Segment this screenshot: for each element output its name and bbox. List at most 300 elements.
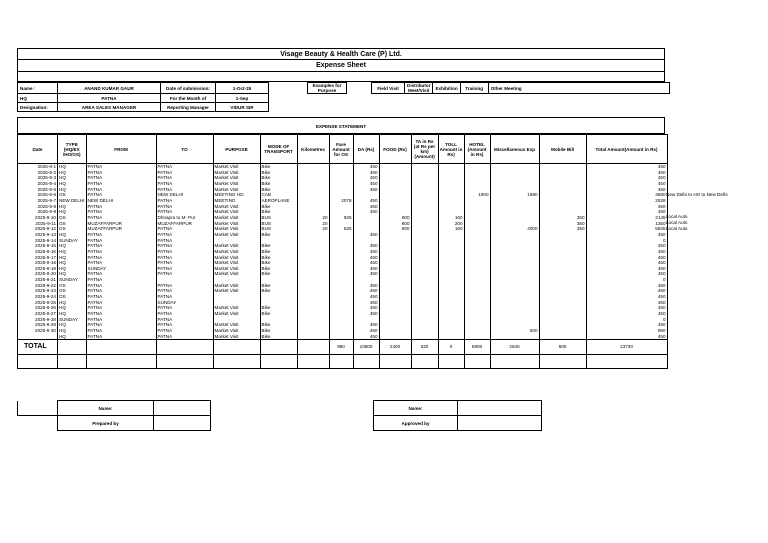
col-km-cell[interactable]: 20 — [297, 221, 329, 227]
col-to-cell[interactable]: PATNA — [156, 271, 213, 277]
col-to-cell[interactable]: PATNA — [156, 311, 213, 317]
col-total-cell[interactable]: 450 — [586, 305, 667, 311]
col-type-cell[interactable]: HQ — [58, 249, 87, 255]
col-total-cell[interactable]: 0 — [586, 277, 667, 283]
col-date-cell[interactable]: 2025-9-21 — [18, 277, 58, 283]
col-mobile-cell[interactable]: 360 — [539, 215, 586, 221]
submission-label: Date of submission: — [161, 83, 216, 94]
col-from-cell[interactable]: PATNA — [86, 277, 156, 283]
col-type-cell[interactable]: HQ — [58, 260, 87, 266]
col-date-cell[interactable]: 2025-9-24 — [18, 294, 58, 300]
col-transport-cell[interactable]: BUS — [260, 215, 297, 221]
col-purpose-cell[interactable]: Market Visit — [213, 334, 260, 340]
col-transport-cell[interactable]: Bike — [260, 187, 297, 193]
col-misc-header: Miscellaneous Exp — [490, 135, 539, 164]
col-food-cell[interactable]: 800 — [379, 226, 411, 232]
col-purpose-cell[interactable]: Market Visit — [213, 322, 260, 328]
col-date-header: Date — [18, 135, 58, 164]
header-row — [18, 135, 668, 164]
col-total-cell[interactable]: 450 — [586, 266, 667, 272]
col-transport-cell[interactable]: Bike — [260, 209, 297, 215]
col-purpose-cell[interactable]: Market Visit — [213, 249, 260, 255]
col-type-cell[interactable]: HQ — [58, 305, 87, 311]
col-from-cell[interactable]: MUZAFFARPUR — [86, 226, 156, 232]
col-type-cell[interactable]: SUNDAY — [58, 238, 87, 244]
month-value[interactable]: 1-Sep — [216, 94, 269, 103]
col-purpose-cell[interactable]: MEETING HO — [213, 192, 260, 198]
designation-label: Designation: — [18, 103, 58, 112]
col-type-cell[interactable]: HQ — [58, 164, 87, 170]
col-from-cell[interactable]: PATNA — [86, 249, 156, 255]
col-transport-total — [260, 340, 297, 355]
col-da-cell[interactable]: 450 — [353, 271, 379, 277]
col-total-cell[interactable]: 1350 — [586, 221, 667, 227]
col-date-cell[interactable]: 2025-9-16 — [18, 249, 58, 255]
col-type-cell[interactable]: OS — [58, 226, 87, 232]
prepared-name-label: Name: — [58, 401, 154, 416]
col-date-cell[interactable]: 2025-9-20 — [18, 271, 58, 277]
col-da-cell[interactable]: 450 — [353, 232, 379, 238]
col-date-cell[interactable]: 2025-9-17 — [18, 255, 58, 261]
col-fare-cell[interactable]: 525 — [329, 226, 353, 232]
col-da-cell[interactable]: 450 — [353, 255, 379, 261]
col-total-cell[interactable]: 450 — [586, 243, 667, 249]
col-transport-cell[interactable]: Bike — [260, 204, 297, 210]
blank-cell — [260, 355, 297, 369]
blank-cell — [58, 355, 87, 369]
col-date-cell[interactable]: 2025-9-9 — [18, 209, 58, 215]
col-da-cell[interactable]: 450 — [353, 249, 379, 255]
col-from-cell[interactable]: PATNA — [86, 334, 156, 340]
col-from-cell[interactable]: PATNA — [86, 209, 156, 215]
col-purpose-cell[interactable]: Market Visit — [213, 271, 260, 277]
col-to-cell[interactable]: PATNA — [156, 164, 213, 170]
col-to-cell[interactable]: PATNA — [156, 260, 213, 266]
col-purpose-cell[interactable]: Market Visit — [213, 288, 260, 294]
col-transport-cell[interactable]: Bike — [260, 232, 297, 238]
col-from-cell[interactable]: PATNA — [86, 204, 156, 210]
col-type-cell[interactable]: HQ — [58, 266, 87, 272]
col-type-cell[interactable]: HQ — [58, 187, 87, 193]
col-food-total: 2400 — [379, 340, 411, 355]
col-transport-cell[interactable]: Bike — [260, 255, 297, 261]
col-from-cell[interactable]: PATNA — [86, 300, 156, 306]
col-transport-cell[interactable]: Bike — [260, 322, 297, 328]
col-mobile-cell[interactable]: 350 — [539, 226, 586, 232]
col-transport-cell[interactable]: Bike — [260, 243, 297, 249]
signature-table — [17, 400, 666, 431]
blank-row — [17, 72, 665, 82]
col-date-cell[interactable]: 2025-9-14 — [18, 238, 58, 244]
col-transport-cell[interactable]: Bike — [260, 334, 297, 340]
col-from-cell[interactable]: PATNA — [86, 243, 156, 249]
col-from-cell[interactable]: NEW DELHI — [86, 198, 156, 204]
blank-cell — [379, 355, 411, 369]
col-from-cell[interactable]: PATNA — [86, 238, 156, 244]
blank-cell — [156, 355, 213, 369]
col-date-cell[interactable]: 2025-9-15 — [18, 243, 58, 249]
col-total-cell[interactable]: 450 — [586, 181, 667, 187]
col-transport-cell[interactable]: BUS — [260, 226, 297, 232]
col-to-cell[interactable]: PATNA — [156, 226, 213, 232]
col-total-cell[interactable]: 450 — [586, 209, 667, 215]
col-from-cell[interactable]: PATNA — [86, 192, 156, 198]
purpose-exhibition: Exhibition — [433, 83, 460, 94]
col-from-cell[interactable]: PATNA — [86, 271, 156, 277]
col-type-cell[interactable]: HQ — [58, 204, 87, 210]
col-purpose-cell[interactable]: Market Visit — [213, 215, 260, 221]
col-purpose-cell[interactable]: Market Visit — [213, 266, 260, 272]
col-to-cell[interactable]: PATNA — [156, 243, 213, 249]
col-transport-cell[interactable]: CAB — [260, 192, 297, 198]
col-type-cell[interactable]: HQ — [58, 311, 87, 317]
col-total-cell[interactable]: 450 — [586, 271, 667, 277]
col-total-cell[interactable]: 450 — [586, 255, 667, 261]
col-misc-cell[interactable]: 4000 — [490, 226, 539, 232]
blank-cell — [411, 355, 438, 369]
col-misc-cell[interactable]: 500 — [490, 328, 539, 334]
col-type-cell[interactable]: HQ — [58, 300, 87, 306]
col-da-cell[interactable]: 450 — [353, 305, 379, 311]
col-total-cell[interactable]: 450 — [586, 170, 667, 176]
blank-cell — [438, 355, 464, 369]
hq-value[interactable]: PATNA — [58, 94, 161, 103]
col-from-cell[interactable]: PATNA — [86, 232, 156, 238]
blank-cell — [18, 355, 58, 369]
col-type-cell[interactable]: HQ — [58, 170, 87, 176]
col-from-cell[interactable]: PATNA — [86, 175, 156, 181]
col-total-cell[interactable]: 2528 — [586, 198, 667, 204]
col-da-cell[interactable]: 450 — [353, 198, 379, 204]
col-da-cell[interactable]: 450 — [353, 187, 379, 193]
reporting-label: Reporting Manager — [161, 103, 216, 112]
col-total-cell[interactable]: 0 — [586, 317, 667, 323]
col-misc-cell[interactable]: 1680 — [490, 192, 539, 198]
col-transport-cell[interactable]: Bike — [260, 249, 297, 255]
col-total-cell[interactable]: 450 — [586, 311, 667, 317]
col-type-cell[interactable]: OS — [58, 221, 87, 227]
col-total-cell[interactable]: 450 — [586, 288, 667, 294]
blank-cell — [490, 355, 539, 369]
col-da-cell[interactable]: 450 — [353, 170, 379, 176]
col-to-cell[interactable]: PATNA — [156, 232, 213, 238]
col-date-cell[interactable]: 2025-9-23 — [18, 288, 58, 294]
col-to-cell[interactable]: PATNA — [156, 288, 213, 294]
col-date-cell[interactable]: 2025-9-12 — [18, 226, 58, 232]
blank-cell — [329, 355, 353, 369]
col-total-cell[interactable]: 450 — [586, 334, 667, 340]
col-type-cell[interactable]: HQ — [58, 255, 87, 261]
sheet-title: Expense Sheet — [17, 60, 665, 72]
col-from-cell[interactable]: PATNA — [86, 317, 156, 323]
month-label: For the Month of — [161, 94, 216, 103]
col-type-cell[interactable]: HQ — [58, 334, 87, 340]
col-purpose-cell[interactable]: Market Visit — [213, 311, 260, 317]
col-transport-cell[interactable]: Bike — [260, 260, 297, 266]
col-purpose-cell[interactable]: Market Visit — [213, 305, 260, 311]
col-transport-cell[interactable]: Bike — [260, 266, 297, 272]
examples-label: Examples for Purpose — [308, 83, 347, 94]
col-type-cell[interactable]: HQ — [58, 209, 87, 215]
col-da-cell[interactable]: 450 — [353, 266, 379, 272]
col-purpose-cell[interactable]: Market Visit — [213, 204, 260, 210]
col-from-cell[interactable]: SUNDAY — [86, 266, 156, 272]
col-total-cell[interactable]: 450 — [586, 322, 667, 328]
col-date-cell[interactable]: 2025-9-19 — [18, 266, 58, 272]
col-transport-cell[interactable]: Bike — [260, 181, 297, 187]
col-da-cell[interactable]: 450 — [353, 300, 379, 306]
col-total-cell[interactable]: 450 — [586, 283, 667, 289]
col-date-cell[interactable]: 2025-9-27 — [18, 311, 58, 317]
col-from-cell[interactable]: PATNA — [86, 294, 156, 300]
col-type-cell[interactable]: HQ — [58, 181, 87, 187]
col-total-cell[interactable]: 450 — [586, 175, 667, 181]
col-da-header: DA (Rs) — [353, 135, 379, 164]
name-value[interactable]: ANAND KUMAR GAUR — [58, 83, 161, 94]
col-type-cell[interactable]: HQ — [58, 322, 87, 328]
col-da-cell[interactable]: 450 — [353, 334, 379, 340]
submission-value[interactable]: 1-Oct-25 — [216, 83, 269, 94]
col-total-cell[interactable]: 2145 — [586, 215, 667, 221]
col-type-cell[interactable]: NEW DELHI — [59, 197, 85, 203]
col-toll-cell[interactable]: 160 — [438, 226, 464, 232]
col-type-cell[interactable]: OS — [58, 288, 87, 294]
col-from-cell[interactable]: PATNA — [86, 328, 156, 334]
col-from-cell[interactable]: MUZAFFARPUR — [86, 221, 156, 227]
col-da-cell[interactable]: 450 — [353, 181, 379, 187]
col-to-cell[interactable]: PATNA — [156, 249, 213, 255]
col-purpose-cell[interactable]: Market Visit — [213, 232, 260, 238]
col-purpose-cell[interactable]: Market Visit — [213, 255, 260, 261]
col-to-cell[interactable]: MUZAFFARPUR — [156, 221, 213, 227]
col-total-cell[interactable]: 450 — [586, 249, 667, 255]
purpose-training: Training — [460, 83, 488, 94]
col-date-cell[interactable]: 2025-9-8 — [18, 204, 58, 210]
col-transport-header: MODE OF TRANSPORT — [260, 135, 297, 164]
col-purpose-cell[interactable]: MEETING — [213, 198, 260, 204]
col-date-cell[interactable]: 2025-9-2 — [18, 170, 58, 176]
col-from-header: FROM — [86, 135, 156, 164]
col-to-cell[interactable]: PATNA — [156, 334, 213, 340]
col-from-cell[interactable]: PATNA — [86, 187, 156, 193]
col-purpose-cell[interactable]: Market Visit — [213, 209, 260, 215]
col-from-cell[interactable]: PATNA — [86, 255, 156, 261]
col-to-cell[interactable]: PATNA — [156, 328, 213, 334]
col-to-cell[interactable]: PATNA — [156, 198, 213, 204]
col-total-cell[interactable]: 450 — [586, 260, 667, 266]
col-from-cell[interactable]: PATNA — [86, 283, 156, 289]
col-da-cell[interactable]: 450 — [353, 288, 379, 294]
col-to-cell[interactable]: PATNA — [156, 305, 213, 311]
col-type-cell[interactable]: OS — [58, 283, 87, 289]
col-type-cell[interactable]: HQ — [58, 328, 87, 334]
col-from-cell[interactable]: PATNA — [86, 260, 156, 266]
col-fare-cell[interactable]: 925 — [329, 215, 353, 221]
col-transport-cell[interactable]: Bike — [260, 164, 297, 170]
col-da-cell[interactable]: 450 — [353, 164, 379, 170]
col-da-cell[interactable]: 450 — [353, 311, 379, 317]
col-date-cell[interactable]: 2025-9-5 — [18, 187, 58, 193]
col-da-cell[interactable]: 450 — [353, 260, 379, 266]
col-toll-header: TOLL Amount in Rs) — [438, 135, 464, 164]
col-purpose-cell[interactable]: Market Visit — [213, 328, 260, 334]
col-da-cell[interactable]: 450 — [353, 328, 379, 334]
col-from-cell[interactable]: PATNA — [86, 164, 156, 170]
col-food-cell[interactable]: 800 — [379, 221, 411, 227]
col-date-cell[interactable]: 2025-9-30 — [18, 328, 58, 334]
col-toll-cell[interactable]: 160 — [438, 215, 464, 221]
col-total-cell[interactable]: 450 — [586, 187, 667, 193]
col-date-cell[interactable]: 2025-9-26 — [18, 305, 58, 311]
col-total-cell[interactable]: 450 — [586, 204, 667, 210]
col-da-cell[interactable]: 450 — [353, 243, 379, 249]
col-to-cell[interactable]: PATNA — [156, 266, 213, 272]
col-km-cell[interactable]: 20 — [297, 215, 329, 221]
col-to-total — [156, 340, 213, 355]
col-to-cell[interactable]: PATNA — [156, 181, 213, 187]
col-date-cell[interactable]: 2025-9-3 — [18, 175, 58, 181]
col-from-cell[interactable]: PATNA — [86, 215, 156, 221]
col-date-cell[interactable]: 2025-9-4 — [18, 181, 58, 187]
col-to-cell[interactable]: PATNA — [156, 170, 213, 176]
expense-table — [17, 134, 668, 369]
col-purpose-cell[interactable]: Market Visit — [213, 164, 260, 170]
col-date-cell[interactable]: 2025-9-28 — [18, 317, 58, 323]
total-row — [18, 340, 668, 355]
col-to-cell[interactable]: PATNA — [156, 209, 213, 215]
col-purpose-cell[interactable]: Market Visit — [213, 243, 260, 249]
col-da-cell[interactable]: 450 — [353, 322, 379, 328]
col-date-cell[interactable]: 2025-9-7 — [18, 198, 58, 204]
col-to-cell[interactable]: PATNA — [156, 238, 213, 244]
col-type-cell[interactable]: HQ — [58, 175, 87, 181]
col-purpose-cell[interactable]: Market Visit — [213, 226, 260, 232]
col-total-cell[interactable]: 450 — [586, 164, 667, 170]
col-total-cell[interactable]: 450 — [586, 300, 667, 306]
col-type-cell[interactable]: SUNDAY — [58, 277, 87, 283]
col-to-cell[interactable]: NEW DELHI — [156, 192, 213, 198]
col-type-cell[interactable]: OS — [58, 215, 87, 221]
col-to-cell[interactable]: Dhnapra to M- Pur — [156, 215, 213, 221]
col-total-cell[interactable]: 950 — [586, 328, 667, 334]
blank-cell — [353, 355, 379, 369]
col-to-cell[interactable]: SUNDAY — [156, 300, 213, 306]
col-from-cell[interactable]: PATNA — [86, 311, 156, 317]
company-title: Visage Beauty & Health Care (P) Ltd. — [17, 48, 665, 60]
reporting-value[interactable]: VIDUR SIR — [216, 103, 269, 112]
col-date-cell[interactable]: 2025-9-13 — [18, 232, 58, 238]
col-date-cell[interactable]: 2025-9-18 — [18, 260, 58, 266]
col-transport-cell[interactable]: Bike — [260, 170, 297, 176]
col-from-cell[interactable]: PATNA — [86, 288, 156, 294]
blank-cell — [213, 355, 260, 369]
col-purpose-cell[interactable]: Market Visit — [213, 221, 260, 227]
col-date-cell[interactable]: 2025-9-22 — [18, 283, 58, 289]
col-total-cell[interactable]: 450 — [586, 232, 667, 238]
col-toll-total: 0 — [438, 340, 464, 355]
col-da-cell[interactable]: 450 — [353, 175, 379, 181]
blank-cell — [464, 355, 490, 369]
col-transport-cell[interactable]: Bike — [260, 328, 297, 334]
col-transport-cell[interactable]: Bike — [260, 283, 297, 289]
col-purpose-cell[interactable]: Market Visit — [213, 170, 260, 176]
col-da-cell[interactable]: 450 — [353, 204, 379, 210]
col-mobile-cell[interactable]: 350 — [539, 221, 586, 227]
col-mobile-header: Mobile Bill — [539, 135, 586, 164]
col-from-cell[interactable]: PATNA — [86, 322, 156, 328]
col-type-total — [58, 340, 87, 355]
col-km-header: Kilometres — [297, 135, 329, 164]
col-transport-cell[interactable]: Bike — [260, 175, 297, 181]
col-total-cell[interactable]: 0 — [586, 238, 667, 244]
col-food-cell[interactable]: 800 — [379, 215, 411, 221]
col-from-cell[interactable]: PATNA — [86, 305, 156, 311]
col-date-cell[interactable]: 2025-9-10 — [18, 215, 58, 221]
col-to-cell[interactable]: PATNA — [156, 175, 213, 181]
col-type-cell[interactable]: HQ — [58, 271, 87, 277]
col-transport-cell[interactable]: BUS — [260, 221, 297, 227]
col-transport-cell[interactable]: Bike — [260, 311, 297, 317]
col-to-cell[interactable]: PATNA — [156, 294, 213, 300]
col-type-cell[interactable]: OS — [58, 192, 87, 198]
col-transport-cell[interactable]: Bike — [260, 288, 297, 294]
col-da-cell[interactable]: 450 — [353, 209, 379, 215]
col-type-cell[interactable]: HQ — [58, 243, 87, 249]
col-date-cell[interactable]: 2025-9-6 — [18, 192, 58, 198]
col-type-cell[interactable]: HQ — [58, 232, 87, 238]
col-total-cell[interactable]: 3580 — [586, 192, 667, 198]
designation-value[interactable]: AREA SALES MANAGER — [58, 103, 161, 112]
col-km-cell[interactable]: 20 — [297, 226, 329, 232]
col-purpose-cell[interactable]: Market Visit — [213, 260, 260, 266]
col-purpose-cell[interactable]: Market Visit — [213, 175, 260, 181]
col-purpose-cell[interactable]: Market Visit — [213, 181, 260, 187]
col-total-cell[interactable]: 5835 — [586, 226, 667, 232]
col-transport-cell[interactable]: AEROPLANE — [260, 198, 297, 204]
col-to-cell[interactable]: PATNA — [156, 187, 213, 193]
col-from-cell[interactable]: PATNA — [86, 170, 156, 176]
side-note: Local Auto — [666, 214, 688, 220]
col-hotel-cell[interactable]: 1900 — [464, 192, 490, 198]
col-date-cell[interactable]: 2025-9-29 — [18, 322, 58, 328]
col-date-cell[interactable]: 2025-9-1 — [18, 164, 58, 170]
purpose-other: Other Meeting — [488, 83, 669, 94]
blank-cell — [586, 355, 667, 369]
col-toll-cell[interactable]: 200 — [438, 221, 464, 227]
col-to-cell[interactable]: PATNA — [156, 322, 213, 328]
col-to-cell[interactable]: PATNA — [156, 255, 213, 261]
col-to-cell[interactable]: PATNA — [156, 204, 213, 210]
col-date-cell[interactable]: 2025-9-25 — [18, 300, 58, 306]
col-to-cell[interactable]: PATNA — [156, 283, 213, 289]
col-km-total — [297, 340, 329, 355]
col-transport-cell[interactable]: Bike — [260, 305, 297, 311]
col-transport-cell[interactable]: Bike — [260, 271, 297, 277]
col-type-cell[interactable]: OS — [58, 294, 87, 300]
info-table — [17, 82, 670, 112]
col-date-cell[interactable]: 2025-9-11 — [18, 221, 58, 227]
col-da-cell[interactable]: 450 — [353, 294, 379, 300]
col-to-cell[interactable]: PATNA — [156, 317, 213, 323]
col-fare-cell[interactable]: 2078 — [329, 198, 353, 204]
col-total-cell[interactable]: 450 — [586, 294, 667, 300]
col-from-cell[interactable]: PATNA — [86, 181, 156, 187]
col-purpose-cell[interactable]: Market Visit — [213, 283, 260, 289]
col-hotel-total: 5900 — [464, 340, 490, 355]
col-da-cell[interactable]: 450 — [353, 283, 379, 289]
col-type-cell[interactable]: SUNDAY — [58, 317, 87, 323]
col-purpose-cell[interactable]: Market Visit — [213, 187, 260, 193]
